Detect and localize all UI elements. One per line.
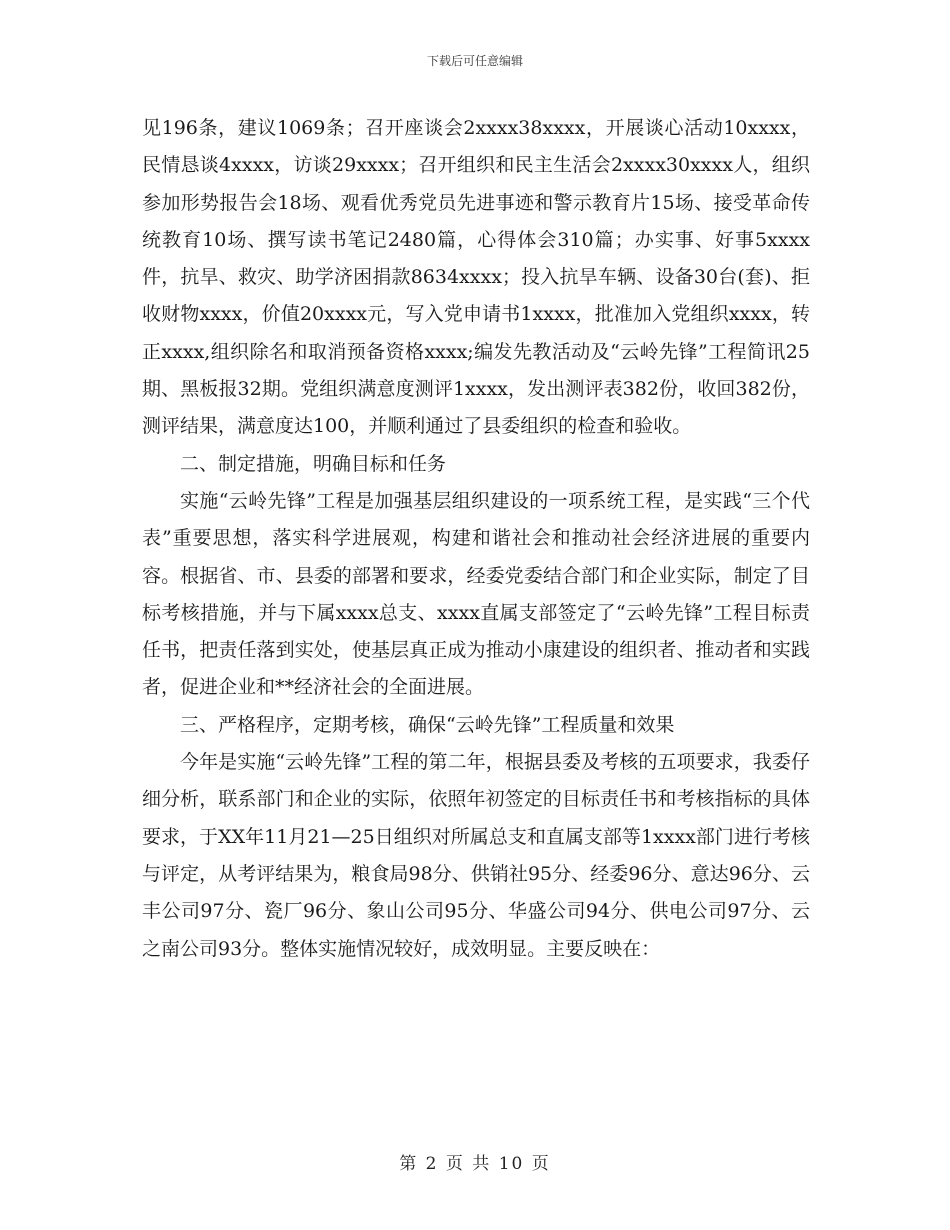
page-footer: 第 2 页 共 10 页 (399, 1154, 551, 1174)
section-heading-3: 三、严格程序，定期考核，确保“云岭先锋”工程质量和效果 (180, 713, 675, 736)
section-heading-2: 二、制定措施，明确目标和任务 (180, 452, 447, 475)
paragraph-measures: 实施“云岭先锋”工程是加强基层组织建设的一项系统工程，是实践“三个代表”重要思想，落实科学进展观，构建和谐社会和推动社会经济进展的重要内容。根据省、市、县委的部署和要求，经委党委结合部门和企业实际，制定了目标考核措施，并与下属xxxx总支、xxxx直属支部签定了“云岭先锋”工程目标责任书，把责任落到实处，使基层真正成为推动小康建设的组织者、推动者和实践者，促进企业和**经济社会的全面进展。 (142, 489, 810, 699)
document-body (142, 110, 810, 968)
paragraph-assessment: 今年是实施“云岭先锋”工程的第二年，根据县委及考核的五项要求，我委仔细分析，联系部门和企业的实际，依照年初签定的目标责任书和考核指标的具体要求，于XX年11月21—25日组织对所属总支和直属支部等1xxxx部门进行考核与评定，从考评结果为，粮食局98分、供销社95分、经委96分、意达96分、云丰公司97分、瓷厂96分、象山公司95分、华盛公司94分、供电公司97分、云之南公司93分。整体实施情况较好，成效明显。主要反映在： (142, 751, 810, 960)
paragraph-statistics: 见196条，建议1069条；召开座谈会2xxxx38xxxx，开展谈心活动10xxxx，民情恳谈4xxxx，访谈29xxxx；召开组织和民主生活会2xxxx30xxxx人，组织参加形势报告会18场、观看优秀党员先进事迹和警示教育片15场、接受革命传统教育10场、撰写读书笔记2480篇，心得体会310篇；办实事、好事5xxxx件，抗旱、救灾、助学济困捐款8634xxxx；投入抗旱车辆、设备30台(套)、拒收财物xxxx，价值20xxxx元，写入党申请书1xxxx，批准加入党组织xxxx，转正xxxx,组织除名和取消预备资格xxxx;编发先教活动及“云岭先锋”工程简讯25期、黑板报32期。党组织满意度测评1xxxx，发出测评表382份，收回382份，测评结果，满意度达100，并顺利通过了县委组织的检查和验收。 (142, 117, 810, 438)
page-header: 下载后可任意编辑 (426, 54, 523, 68)
